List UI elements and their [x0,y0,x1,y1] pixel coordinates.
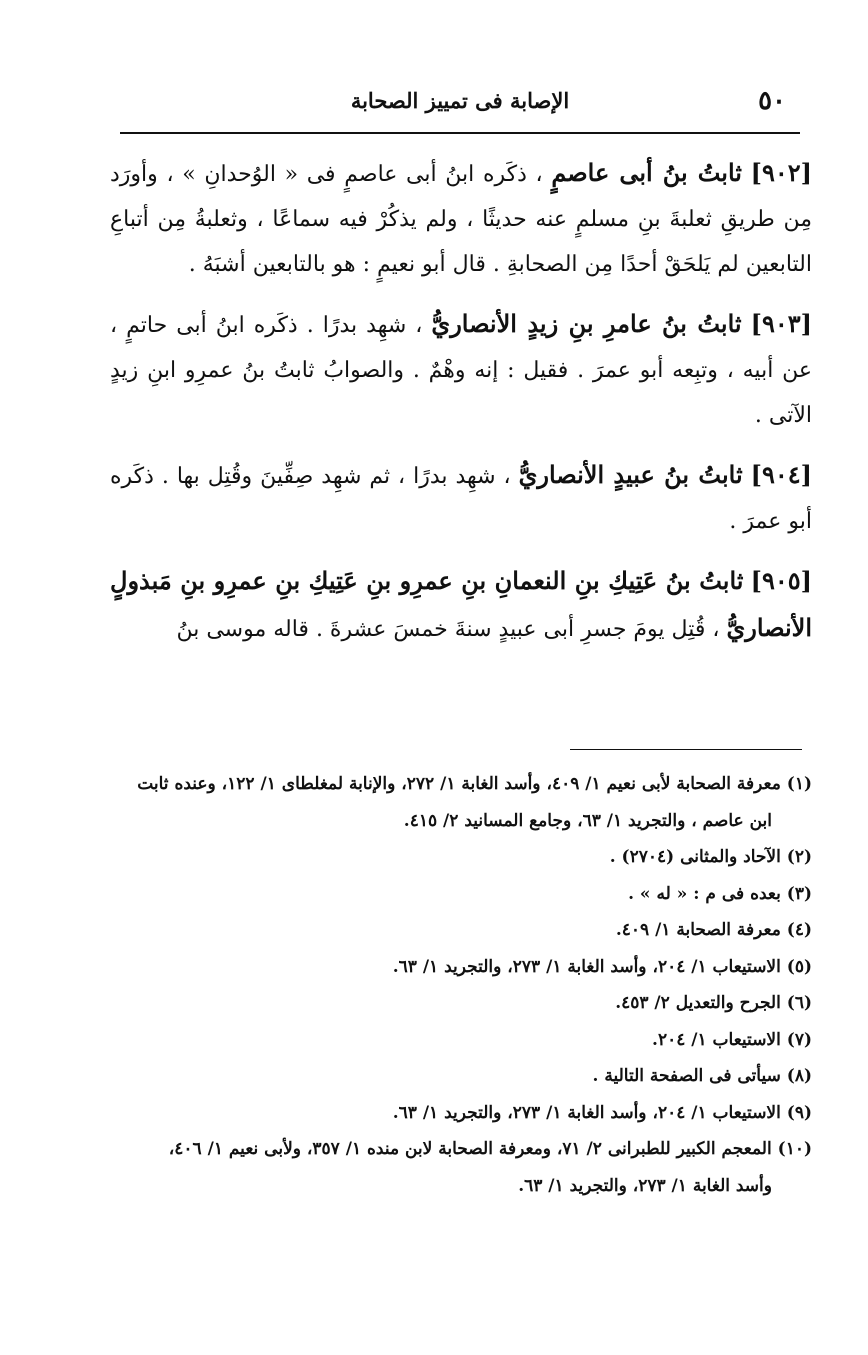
entry-number: [٩٠٢] [750,158,812,187]
footnote-1: (١) معرفة الصحابة لأبى نعيم ١/ ٤٠٩، وأسد الغابة ١/ ٢٧٢، والإنابة لمغلطاى ١/ ١٢٢، وعنده ثابت [137,774,812,794]
footnote-7: (٧) الاستيعاب ١/ ٢٠٤. [652,1029,812,1050]
page-number: ٥٠ [758,86,786,116]
entry-body: ، ذكَره ابنُ أبى عاصمٍ فى « الوُحدانِ » ، وأورَد مِن طريقِ ثعلبةَ بنِ مسلمٍ عنه حديثًا ، ولم يذكُرْ فيه سماعًا ، وثعلبةُ مِن أتباعِ التابعين لم يَلحَقْ أحدًا مِن الصحابةِ . قال أبو نعيمٍ : هو بالتابعين أشبَهُ . [110,162,812,277]
entry-name: ثابتُ بنُ عَتِيكِ بنِ النعمانِ بنِ عمرِو بنِ عَتِيكِ بنِ عمرِو بنِ مَبذولٍ الأنصاريُّ [110,566,812,642]
entry-body: ، شهِد بدرًا . ذكَره ابنُ أبى حاتمٍ ، عن أبيه ، وتبِعه أبو عمرَ . فقيل : إنه وهْمٌ . والصوابُ ثابتُ بنُ عمرِو ابنِ زيدٍ الآتى . [110,313,812,428]
footnote-10-continued: وأسد الغابة ١/ ٢٧٣، والتجريد ١/ ٦٣. [518,1175,772,1196]
footnote-3: (٣) بعده فى م : « له » . [628,883,812,904]
entry-number: [٩٠٤] [750,460,812,489]
entry-name: ثابتُ بنُ أبى عاصمٍ [551,158,742,187]
entry-905 [110,558,812,652]
entry-name: ثابتُ بنُ عامرِ بنِ زيدٍ الأنصاريُّ [431,309,742,338]
entry-902 [110,150,812,287]
footnote-5: (٥) الاستيعاب ١/ ٢٠٤، وأسد الغابة ١/ ٢٧٣، والتجريد ١/ ٦٣. [392,956,812,977]
footnote-1-continued: ابن عاصم ، والتجريد ١/ ٦٣، وجامع المسانيد ٢/ ٤١٥. [403,810,772,831]
entry-body: ، شهِد بدرًا ، ثم شهِد صِفِّينَ وقُتِل بها . ذكَره أبو عمرَ . [110,464,812,534]
entry-name: ثابتُ بنُ عبيدٍ الأنصاريُّ [518,460,743,489]
footnote-8: (٨) سيأتى فى الصفحة التالية . [592,1066,812,1086]
footnote-9: (٩) الاستيعاب ١/ ٢٠٤، وأسد الغابة ١/ ٢٧٣، والتجريد ١/ ٦٣. [392,1102,812,1123]
main-text [110,150,812,666]
footnote-6: (٦) الجرح والتعديل ٢/ ٤٥٣. [615,993,812,1013]
header-rule [120,132,800,134]
footnote-4: (٤) معرفة الصحابة ١/ ٤٠٩. [615,920,812,940]
entry-number: [٩٠٣] [750,309,812,338]
footnote-10: (١٠) المعجم الكبير للطبرانى ٢/ ٧١، ومعرفة الصحابة لابن منده ١/ ٣٥٧، ولأبى نعيم ١/ ٤٠٦، [168,1139,812,1159]
footnote-rule [570,749,802,750]
entry-903 [110,301,812,438]
entry-number: [٩٠٥] [750,566,813,595]
page-header [120,84,800,136]
running-title: الإصابة فى تمييز الصحابة [350,88,570,113]
entry-body: ، قُتِل يومَ جسرِ أبى عبيدٍ سنةَ خمسَ عشرةَ . قاله موسى بنُ [176,617,720,642]
entry-904 [110,452,812,544]
footnotes [112,766,812,1204]
footnote-2: (٢) الآحاد والمثانى (٢٧٠٤) . [609,847,812,867]
